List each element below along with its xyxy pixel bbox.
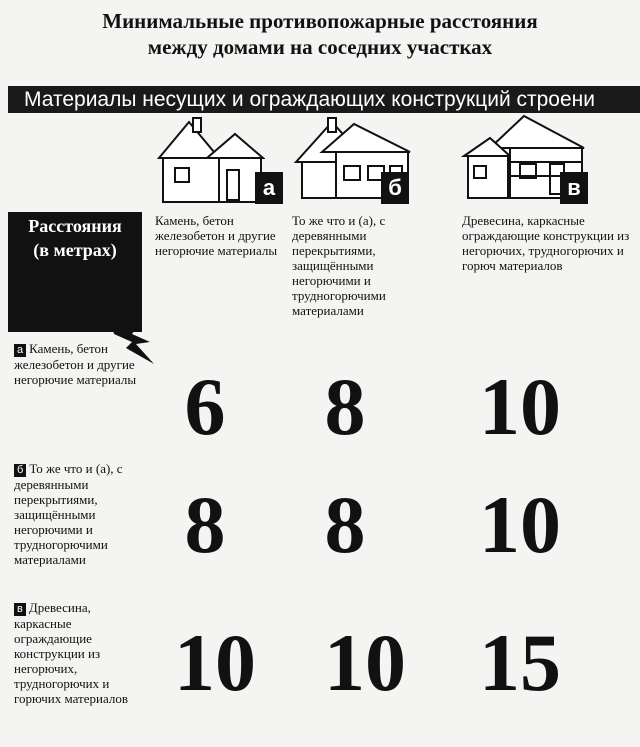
house-a-illustration xyxy=(155,114,265,204)
row-desc-c-text: Древесина, каркасные ограждающие конструкции из негорючих, трудногорючих и горючих материалов xyxy=(14,600,128,706)
row-mark-c: в xyxy=(14,603,26,616)
materials-banner: Материалы несущих и ограждающих конструкций строени xyxy=(8,86,640,113)
value-c-a: 10 xyxy=(174,617,256,708)
value-c-c: 15 xyxy=(479,617,561,708)
value-a-b: 8 xyxy=(324,361,366,452)
value-b-b: 8 xyxy=(324,479,366,570)
column-badge-c: в xyxy=(560,172,588,204)
value-b-a: 8 xyxy=(184,479,226,570)
row-mark-a: а xyxy=(14,344,26,357)
value-a-c: 10 xyxy=(479,361,561,452)
title-line-2: между домами на соседних участках xyxy=(147,35,493,59)
column-badge-a: а xyxy=(255,172,283,204)
distance-label-line-2: (в метрах) xyxy=(33,240,117,260)
title-line-1: Минимальные противопожарные расстояния xyxy=(102,9,538,33)
column-desc-a: Камень, бетон железобетон и другие негорючие материалы xyxy=(155,213,278,258)
value-b-c: 10 xyxy=(479,479,561,570)
value-c-b: 10 xyxy=(324,617,406,708)
row-desc-c xyxy=(14,600,142,706)
distance-label xyxy=(10,214,140,262)
column-desc-c: Древесина, каркасные ограждающие конструкции из негорючих, трудногорючих и горюч материалов xyxy=(462,213,630,273)
row-desc-b xyxy=(14,461,142,567)
column-badge-b: б xyxy=(381,172,409,204)
value-a-a: 6 xyxy=(184,361,226,452)
distance-label-line-1: Расстояния xyxy=(28,216,122,236)
page-title xyxy=(0,8,640,60)
row-mark-b: б xyxy=(14,464,26,477)
row-desc-a-text: Камень, бетон железобетон и другие негорючие материалы xyxy=(14,341,137,387)
column-desc-b: То же что и (а), с деревянными перекрытиями, защищёнными негорючими и трудногорючими материалами xyxy=(292,213,386,318)
row-desc-a xyxy=(14,341,142,387)
row-desc-b-text: То же что и (а), с деревянными перекрытиями, защищёнными негорючими и трудногорючими материалами xyxy=(14,461,123,567)
